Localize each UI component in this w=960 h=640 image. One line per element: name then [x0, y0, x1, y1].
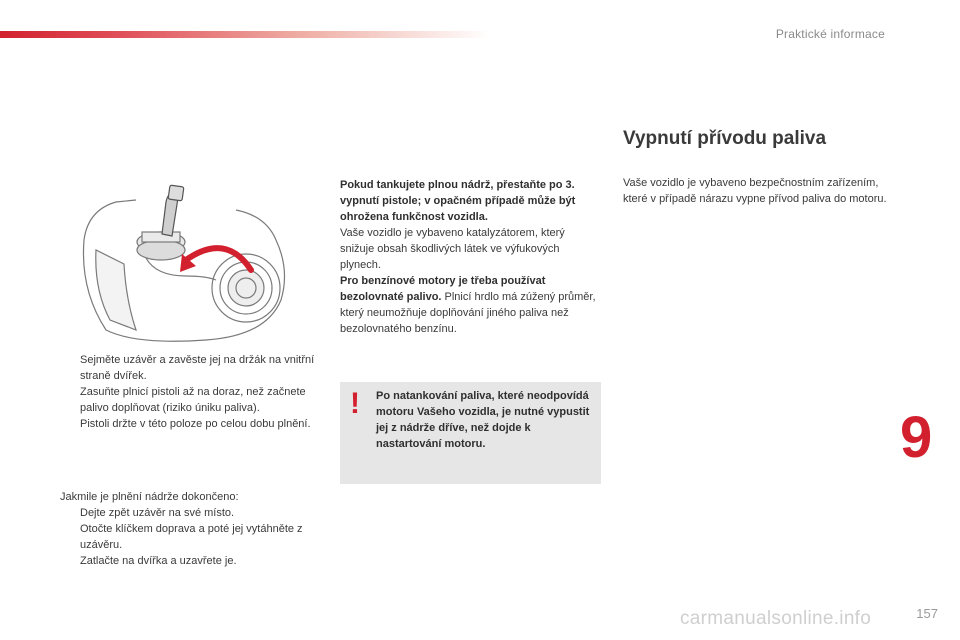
header-accent-bar [0, 31, 490, 38]
unleaded-note: Pro benzínové motory je třeba používat bezolovnaté palivo. Plnicí hrdlo má zúžený průměr, který neumožňuje doplňování jiného paliva než bezolovnatého benzínu. [340, 275, 596, 335]
list-item: Zasuňte plnicí pistoli až na doraz, než začnete palivo doplňovat (riziko úniku paliva). [80, 386, 306, 414]
fuel-cutoff-body: Vaše vozidlo je vybaveno bezpečnostním zařízením, které v případě nárazu vypne přívod paliva do motoru. [623, 177, 887, 205]
catalyst-note: Vaše vozidlo je vybaveno katalyzátorem, který snižuje obsah škodlivých látek ve výfukových plynech. [340, 227, 565, 271]
refuel-steps [60, 352, 320, 432]
list-item: Sejměte uzávěr a zavěste jej na držák na vnitřní straně dvířek. [80, 354, 315, 382]
fuel-cutoff-title: Vypnutí přívodu paliva [623, 128, 827, 149]
fuel-filler-illustration [76, 180, 296, 348]
chapter-number: 9 [900, 405, 933, 470]
list-item: Pistoli držte v této poloze po celou dobu plnění. [80, 418, 311, 430]
after-refuel-intro: Jakmile je plnění nádrže dokončeno: [60, 491, 239, 503]
section-header: Praktické informace [775, 27, 885, 41]
page-number: 157 [916, 606, 938, 621]
watermark: carmanualsonline.info [680, 608, 872, 629]
list-item: Otočte klíčkem doprava a poté jej vytáhněte z uzávěru. [80, 523, 303, 551]
full-tank-note: Pokud tankujete plnou nádrž, přestaňte po 3. vypnutí pistole; v opačném případě může být ohrožena funkčnost vozidla. [340, 179, 576, 223]
warning-icon: ! [350, 387, 360, 420]
list-item: Zatlačte na dvířka a uzavřete je. [80, 555, 237, 567]
warning-text: Po natankování paliva, které neodpovídá motoru Vašeho vozidla, je nutné vypustit jej z nádrže dříve, než dojde k nastartování motoru. [376, 390, 590, 450]
warning-box [340, 382, 601, 484]
fuel-info-column [340, 177, 602, 337]
after-refuel-block [60, 489, 320, 569]
list-item: Dejte zpět uzávěr na své místo. [80, 507, 235, 519]
